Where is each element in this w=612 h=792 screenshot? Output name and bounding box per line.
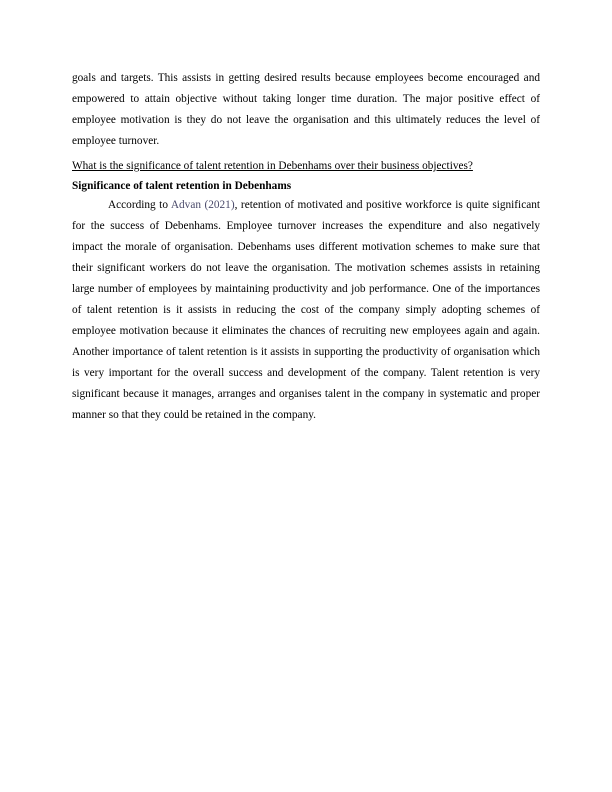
section-heading: Significance of talent retention in Debenhams	[72, 180, 292, 192]
section-question: What is the significance of talent retention in Debenhams over their business objectives?	[72, 160, 473, 172]
body-paragraph-continuation: goals and targets. This assists in getting desired results because employees become encouraged and empowered to attain objective without taking longer time duration. The major positive effect of employee motivation is they do not leave the organisation and this ultimately reduces the level of employee turnover.	[72, 72, 540, 147]
paragraph-body: , retention of motivated and positive workforce is quite significant for the success of Debenhams. Employee turnover increases the expenditure and also negatively impact the morale of organisation. Debenhams uses different motivation schemes to make sure that their significant workers do not leave the organisation. The motivation schemes assists in retaining large number of employees by maintaining productivity and job performance. One of the importances of talent retention is it assists in reducing the cost of the company simply adopting schemes of employee motivation because it eliminates the chances of recruiting new employees again and again. Another importance of talent retention is it assists in supporting the productivity of organisation which is very important for the overall success and development of the company. Talent retention is very significant because it manages, arranges and organises talent in the company in systematic and proper manner so that they could be retained in the company.	[72, 199, 541, 421]
citation-link[interactable]: Advan (2021)	[170, 199, 235, 211]
paragraph-lead: According to	[108, 199, 171, 211]
body-paragraph-talent-retention	[72, 195, 540, 426]
page-content	[72, 68, 540, 426]
